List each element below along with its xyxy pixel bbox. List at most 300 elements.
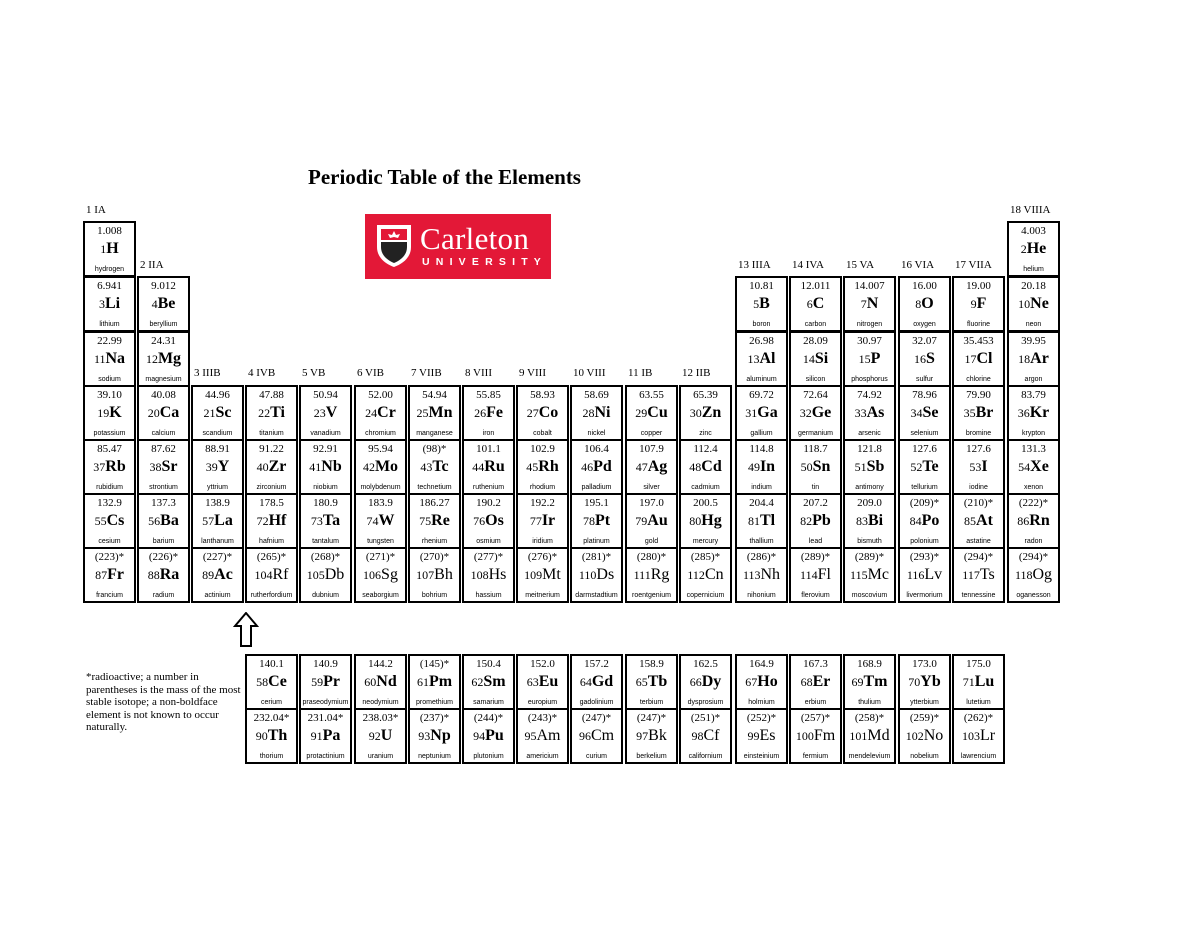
element-name: neptunium bbox=[418, 753, 451, 760]
element-symbol: Hs bbox=[488, 566, 507, 583]
atomic-number: 59 bbox=[311, 675, 324, 689]
atomic-number: 81 bbox=[747, 514, 760, 528]
atomic-mass: (257)* bbox=[800, 712, 831, 724]
element-symbol: Be bbox=[157, 295, 176, 312]
atomic-mass: (252)* bbox=[746, 712, 777, 724]
atomic-number: 58 bbox=[256, 675, 269, 689]
element-symbol: F bbox=[976, 295, 987, 312]
atomic-number: 33 bbox=[854, 406, 867, 420]
element-name: bohrium bbox=[421, 592, 448, 599]
atomic-number: 69 bbox=[851, 675, 864, 689]
atomic-mass: (227)* bbox=[202, 551, 233, 563]
element-cell-te bbox=[898, 439, 951, 495]
element-name: oxygen bbox=[913, 321, 936, 328]
atomic-number: 67 bbox=[745, 675, 758, 689]
element-name: oganesson bbox=[1016, 592, 1051, 599]
element-cell-p bbox=[843, 331, 896, 387]
atomic-mass: (268)* bbox=[310, 551, 341, 563]
element-cell-y bbox=[191, 439, 244, 495]
atomic-mass: 140.9 bbox=[313, 658, 338, 670]
atomic-number: 31 bbox=[745, 406, 758, 420]
atomic-mass: 238.03* bbox=[362, 712, 399, 724]
element-name: astatine bbox=[966, 538, 991, 545]
element-symbol: Sn bbox=[812, 458, 831, 475]
atomic-number: 94 bbox=[473, 729, 486, 743]
element-symbol: Ts bbox=[979, 566, 995, 583]
atomic-mass: 83.79 bbox=[1021, 389, 1046, 401]
atomic-mass: 39.10 bbox=[97, 389, 122, 401]
element-symbol: Th bbox=[267, 727, 288, 744]
element-cell-cd bbox=[679, 439, 732, 495]
element-cell-co bbox=[516, 385, 569, 441]
element-symbol: Fe bbox=[486, 404, 503, 421]
element-name: palladium bbox=[581, 484, 612, 491]
atomic-number: 96 bbox=[578, 729, 591, 743]
element-symbol: Og bbox=[1032, 566, 1053, 583]
element-symbol: Gd bbox=[591, 673, 614, 690]
element-name: francium bbox=[96, 592, 123, 599]
atomic-number: 9 bbox=[970, 297, 977, 311]
atomic-mass: (285)* bbox=[690, 551, 721, 563]
atomic-mass: 209.0 bbox=[857, 497, 882, 509]
element-cell-ac bbox=[191, 547, 244, 603]
atomic-mass: 102.9 bbox=[530, 443, 555, 455]
element-name: hydrogen bbox=[94, 266, 125, 273]
atomic-mass: 197.0 bbox=[639, 497, 664, 509]
element-symbol: Sm bbox=[483, 673, 506, 690]
atomic-number: 114 bbox=[800, 568, 818, 582]
atomic-number: 48 bbox=[689, 460, 702, 474]
element-cell-db bbox=[299, 547, 352, 603]
atomic-number: 106 bbox=[363, 568, 382, 582]
atomic-number: 10 bbox=[1018, 297, 1031, 311]
element-cell-tc bbox=[408, 439, 461, 495]
element-cell-ta bbox=[299, 493, 352, 549]
element-name: indium bbox=[751, 484, 772, 491]
element-cell-sn bbox=[789, 439, 842, 495]
atomic-number: 95 bbox=[524, 729, 537, 743]
element-symbol: Fr bbox=[107, 566, 124, 583]
element-name: meitnerium bbox=[525, 592, 560, 599]
element-symbol: Lv bbox=[924, 566, 943, 583]
element-symbol: Pd bbox=[593, 458, 612, 475]
element-cell-rn bbox=[1007, 493, 1060, 549]
element-name: iridium bbox=[532, 538, 553, 545]
atomic-number: 115 bbox=[850, 568, 868, 582]
atomic-number: 21 bbox=[203, 406, 216, 420]
element-name: zirconium bbox=[256, 484, 287, 491]
atomic-mass: 58.69 bbox=[584, 389, 609, 401]
atomic-mass: (276)* bbox=[527, 551, 558, 563]
atomic-number: 36 bbox=[1017, 406, 1030, 420]
element-name: neon bbox=[1025, 321, 1042, 328]
atomic-mass: 158.9 bbox=[639, 658, 664, 670]
element-cell-rh bbox=[516, 439, 569, 495]
atomic-mass: 144.2 bbox=[368, 658, 393, 670]
element-cell-rg bbox=[625, 547, 678, 603]
atomic-number: 75 bbox=[419, 514, 432, 528]
group-label: 15 VA bbox=[846, 259, 875, 271]
atomic-number: 109 bbox=[524, 568, 543, 582]
element-cell-in bbox=[735, 439, 788, 495]
element-name: protactinium bbox=[306, 753, 345, 760]
element-cell-pu bbox=[462, 708, 515, 764]
atomic-number: 12 bbox=[145, 352, 158, 366]
element-symbol: Si bbox=[814, 350, 829, 367]
element-name: neodymium bbox=[362, 699, 399, 706]
atomic-mass: 91.22 bbox=[259, 443, 284, 455]
element-cell-re bbox=[408, 493, 461, 549]
atomic-number: 99 bbox=[747, 729, 760, 743]
atomic-number: 63 bbox=[526, 675, 539, 689]
atomic-number: 30 bbox=[689, 406, 702, 420]
atomic-number: 2 bbox=[1020, 242, 1027, 256]
atomic-mass: 32.07 bbox=[912, 335, 937, 347]
atomic-number: 50 bbox=[800, 460, 813, 474]
atomic-number: 47 bbox=[635, 460, 648, 474]
element-symbol: Pt bbox=[594, 512, 611, 529]
element-symbol: Re bbox=[431, 512, 450, 529]
element-name: dysprosium bbox=[687, 699, 724, 706]
element-symbol: Fl bbox=[817, 566, 831, 583]
element-symbol: Na bbox=[105, 350, 126, 367]
element-name: nobelium bbox=[910, 753, 939, 760]
element-name: potassium bbox=[93, 430, 126, 437]
carleton-logo bbox=[365, 214, 551, 279]
atomic-number: 71 bbox=[962, 675, 975, 689]
atomic-number: 73 bbox=[310, 514, 323, 528]
element-name: titanium bbox=[259, 430, 284, 437]
element-name: nihonium bbox=[747, 592, 776, 599]
element-cell-s bbox=[898, 331, 951, 387]
element-cell-cf bbox=[679, 708, 732, 764]
atomic-mass: 85.47 bbox=[97, 443, 122, 455]
element-name: einsteinium bbox=[743, 753, 780, 760]
element-symbol: Li bbox=[104, 295, 121, 312]
group-label: 5 VB bbox=[302, 367, 326, 379]
logo-subtitle: UNIVERSITY bbox=[422, 256, 548, 268]
element-symbol: Al bbox=[759, 350, 776, 367]
element-symbol: Am bbox=[536, 727, 561, 744]
element-symbol: Bh bbox=[434, 566, 453, 583]
element-symbol: Sb bbox=[866, 458, 885, 475]
atomic-number: 108 bbox=[470, 568, 489, 582]
atomic-number: 19 bbox=[97, 406, 110, 420]
atomic-number: 78 bbox=[582, 514, 595, 528]
atomic-mass: 168.9 bbox=[857, 658, 882, 670]
element-cell-ho bbox=[735, 654, 788, 710]
element-symbol: C bbox=[812, 295, 825, 312]
element-symbol: Pr bbox=[323, 673, 340, 690]
atomic-mass: 183.9 bbox=[368, 497, 393, 509]
atomic-mass: (258)* bbox=[854, 712, 885, 724]
atomic-mass: 118.7 bbox=[803, 443, 828, 455]
atomic-mass: 54.94 bbox=[422, 389, 447, 401]
group-label: 13 IIIA bbox=[738, 259, 771, 271]
atomic-mass: 157.2 bbox=[584, 658, 609, 670]
group-label: 4 IVB bbox=[248, 367, 276, 379]
atomic-number: 64 bbox=[579, 675, 592, 689]
element-name: dubnium bbox=[312, 592, 339, 599]
atomic-mass: 204.4 bbox=[749, 497, 774, 509]
element-symbol: Cd bbox=[701, 458, 722, 475]
element-name: argon bbox=[1024, 376, 1043, 383]
element-cell-md bbox=[843, 708, 896, 764]
element-name: plutonium bbox=[473, 753, 504, 760]
element-symbol: Sg bbox=[381, 566, 398, 583]
element-symbol: Sc bbox=[215, 404, 232, 421]
element-cell-k bbox=[83, 385, 136, 441]
element-name: lithium bbox=[99, 321, 120, 328]
element-cell-ir bbox=[516, 493, 569, 549]
element-symbol: Db bbox=[324, 566, 345, 583]
element-name: rhodium bbox=[529, 484, 556, 491]
element-cell-ts bbox=[952, 547, 1005, 603]
atomic-number: 113 bbox=[742, 568, 761, 582]
element-cell-sg bbox=[354, 547, 407, 603]
atomic-number: 74 bbox=[366, 514, 379, 528]
atomic-mass: 175.0 bbox=[966, 658, 991, 670]
atomic-number: 102 bbox=[905, 729, 924, 743]
shield-icon bbox=[375, 223, 413, 269]
element-symbol: Cl bbox=[976, 350, 993, 367]
element-cell-og bbox=[1007, 547, 1060, 603]
element-symbol: Es bbox=[759, 727, 776, 744]
element-symbol: Po bbox=[921, 512, 940, 529]
atomic-mass: 26.98 bbox=[749, 335, 774, 347]
atomic-mass: 180.9 bbox=[313, 497, 338, 509]
element-name: helium bbox=[1023, 266, 1044, 273]
atomic-number: 57 bbox=[202, 514, 215, 528]
atomic-mass: 114.8 bbox=[749, 443, 774, 455]
atomic-number: 20 bbox=[147, 406, 160, 420]
atomic-mass: (210)* bbox=[963, 497, 994, 509]
atomic-number: 56 bbox=[148, 514, 161, 528]
atomic-mass: 40.08 bbox=[151, 389, 176, 401]
logo-name: Carleton bbox=[420, 221, 530, 256]
element-name: iron bbox=[482, 430, 495, 437]
group-label: 17 VIIA bbox=[955, 259, 992, 271]
element-symbol: La bbox=[214, 512, 233, 529]
element-symbol: Tc bbox=[432, 458, 449, 475]
element-name: arsenic bbox=[858, 430, 881, 437]
element-cell-w bbox=[354, 493, 407, 549]
element-name: nitrogen bbox=[856, 321, 883, 328]
element-name: roentgenium bbox=[632, 592, 671, 599]
atomic-mass: 44.96 bbox=[205, 389, 230, 401]
element-symbol: N bbox=[866, 295, 879, 312]
element-cell-n bbox=[843, 276, 896, 332]
element-cell-ce bbox=[245, 654, 298, 710]
element-symbol: V bbox=[325, 404, 338, 421]
element-symbol: Kr bbox=[1029, 404, 1050, 421]
atomic-number: 37 bbox=[93, 460, 106, 474]
element-name: tennessine bbox=[961, 592, 996, 599]
atomic-mass: 6.941 bbox=[97, 280, 122, 292]
element-name: bromine bbox=[965, 430, 992, 437]
atomic-number: 93 bbox=[418, 729, 431, 743]
element-cell-la bbox=[191, 493, 244, 549]
atomic-mass: (222)* bbox=[1018, 497, 1049, 509]
element-symbol: Zr bbox=[268, 458, 287, 475]
atomic-mass: 207.2 bbox=[803, 497, 828, 509]
atomic-number: 28 bbox=[582, 406, 595, 420]
element-symbol: Y bbox=[217, 458, 230, 475]
element-name: radon bbox=[1024, 538, 1043, 545]
element-name: fluorine bbox=[967, 321, 990, 328]
element-symbol: He bbox=[1026, 240, 1047, 257]
element-name: germanium bbox=[797, 430, 833, 437]
element-cell-b bbox=[735, 276, 788, 332]
element-name: niobium bbox=[313, 484, 338, 491]
element-cell-mn bbox=[408, 385, 461, 441]
element-cell-cs bbox=[83, 493, 136, 549]
atomic-mass: (277)* bbox=[473, 551, 504, 563]
element-name: praseodymium bbox=[302, 699, 349, 706]
element-cell-cr bbox=[354, 385, 407, 441]
element-symbol: Ce bbox=[268, 673, 287, 690]
atomic-number: 35 bbox=[963, 406, 976, 420]
element-name: fermium bbox=[802, 753, 829, 760]
element-cell-si bbox=[789, 331, 842, 387]
atomic-mass: (247)* bbox=[581, 712, 612, 724]
element-name: chlorine bbox=[966, 376, 991, 383]
element-symbol: Co bbox=[538, 404, 559, 421]
element-cell-i bbox=[952, 439, 1005, 495]
atomic-number: 98 bbox=[691, 729, 704, 743]
atomic-mass: 52.00 bbox=[368, 389, 393, 401]
element-cell-fm bbox=[789, 708, 842, 764]
element-symbol: Ne bbox=[1030, 295, 1049, 312]
element-symbol: Lu bbox=[974, 673, 995, 690]
atomic-number: 46 bbox=[581, 460, 594, 474]
atomic-mass: (270)* bbox=[419, 551, 450, 563]
atomic-number: 92 bbox=[368, 729, 381, 743]
atomic-number: 60 bbox=[364, 675, 377, 689]
element-cell-er bbox=[789, 654, 842, 710]
element-symbol: Os bbox=[485, 512, 504, 529]
element-name: thallium bbox=[749, 538, 774, 545]
element-name: ytterbium bbox=[910, 699, 939, 706]
element-cell-tm bbox=[843, 654, 896, 710]
element-symbol: Pm bbox=[428, 673, 453, 690]
element-name: manganese bbox=[416, 430, 453, 437]
element-name: sodium bbox=[98, 376, 121, 383]
element-cell-br bbox=[952, 385, 1005, 441]
atomic-mass: 138.9 bbox=[205, 497, 230, 509]
atomic-mass: 79.90 bbox=[966, 389, 991, 401]
atomic-number: 40 bbox=[256, 460, 269, 474]
element-name: cerium bbox=[260, 699, 282, 706]
atomic-number: 84 bbox=[909, 514, 922, 528]
element-cell-pb bbox=[789, 493, 842, 549]
element-name: phosphorus bbox=[851, 376, 888, 383]
element-cell-sb bbox=[843, 439, 896, 495]
element-cell-gd bbox=[570, 654, 623, 710]
element-symbol: K bbox=[109, 404, 122, 421]
element-cell-fe bbox=[462, 385, 515, 441]
atomic-mass: 186.27 bbox=[419, 497, 450, 509]
element-cell-lv bbox=[898, 547, 951, 603]
element-name: promethium bbox=[416, 699, 453, 706]
atomic-mass: (98)* bbox=[422, 443, 447, 455]
element-cell-he bbox=[1007, 221, 1060, 277]
element-symbol: Sr bbox=[161, 458, 178, 475]
element-symbol: Cf bbox=[703, 727, 720, 744]
atomic-number: 103 bbox=[961, 729, 980, 743]
element-cell-sm bbox=[462, 654, 515, 710]
element-symbol: I bbox=[981, 458, 988, 475]
atomic-mass: 164.9 bbox=[749, 658, 774, 670]
element-cell-se bbox=[898, 385, 951, 441]
atomic-number: 104 bbox=[254, 568, 273, 582]
element-name: xenon bbox=[1023, 484, 1044, 491]
arrow-up-icon bbox=[233, 612, 259, 648]
element-symbol: Nh bbox=[760, 566, 781, 583]
atomic-number: 16 bbox=[914, 352, 927, 366]
element-symbol: Rf bbox=[272, 566, 289, 583]
atomic-mass: (289)* bbox=[854, 551, 885, 563]
atomic-mass: 87.62 bbox=[151, 443, 176, 455]
element-name: osmium bbox=[476, 538, 501, 545]
element-cell-am bbox=[516, 708, 569, 764]
atomic-mass: 95.94 bbox=[368, 443, 393, 455]
element-name: cadmium bbox=[691, 484, 720, 491]
atomic-number: 11 bbox=[93, 352, 106, 366]
element-name: livermorium bbox=[906, 592, 943, 599]
element-name: technetium bbox=[417, 484, 452, 491]
group-label: 10 VIII bbox=[573, 367, 606, 379]
atomic-mass: (243)* bbox=[527, 712, 558, 724]
atomic-number: 79 bbox=[635, 514, 648, 528]
atomic-mass: 162.5 bbox=[693, 658, 718, 670]
element-cell-sr bbox=[137, 439, 190, 495]
element-cell-f bbox=[952, 276, 1005, 332]
atomic-mass: 1.008 bbox=[97, 225, 122, 237]
atomic-number: 22 bbox=[258, 406, 271, 420]
atomic-number: 116 bbox=[906, 568, 925, 582]
atomic-number: 61 bbox=[416, 675, 429, 689]
atomic-number: 117 bbox=[962, 568, 980, 582]
atomic-mass: 106.4 bbox=[584, 443, 609, 455]
element-name: flerovium bbox=[801, 592, 830, 599]
atomic-number: 8 bbox=[915, 297, 922, 311]
element-symbol: Ca bbox=[159, 404, 180, 421]
element-symbol: S bbox=[926, 350, 935, 367]
group-label: 7 VIIB bbox=[411, 367, 442, 379]
element-cell-ga bbox=[735, 385, 788, 441]
atomic-number: 80 bbox=[689, 514, 702, 528]
element-name: beryllium bbox=[149, 321, 178, 328]
atomic-mass: 28.09 bbox=[803, 335, 828, 347]
element-cell-pr bbox=[299, 654, 352, 710]
element-cell-ag bbox=[625, 439, 678, 495]
element-name: californium bbox=[688, 753, 723, 760]
element-symbol: Bi bbox=[867, 512, 884, 529]
atomic-mass: 4.003 bbox=[1021, 225, 1046, 237]
element-symbol: W bbox=[378, 512, 395, 529]
atomic-number: 107 bbox=[416, 568, 435, 582]
atomic-number: 13 bbox=[747, 352, 760, 366]
atomic-number: 39 bbox=[205, 460, 218, 474]
element-name: lawrencium bbox=[960, 753, 997, 760]
element-name: yttrium bbox=[207, 484, 228, 491]
element-cell-ds bbox=[570, 547, 623, 603]
element-name: copper bbox=[640, 430, 663, 437]
atomic-mass: (265)* bbox=[256, 551, 287, 563]
element-cell-fr bbox=[83, 547, 136, 603]
atomic-mass: 195.1 bbox=[584, 497, 609, 509]
